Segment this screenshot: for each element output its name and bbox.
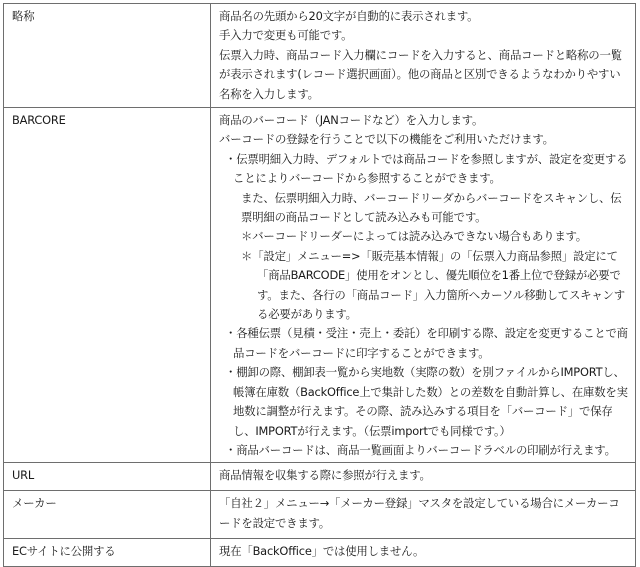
description-line: 手入力で変更も可能です。 xyxy=(219,28,353,43)
field-description xyxy=(211,491,636,539)
table-row xyxy=(4,4,636,108)
field-label: 略称 xyxy=(4,4,211,108)
table-row xyxy=(4,108,636,463)
field-description xyxy=(211,463,636,491)
description-line: 伝票入力時、商品コード入力欄にコードを入力すると、商品コードと略称の一覧が表示されます(レコード選択画面）。他の商品と区別できるようなわかりやすい名称を入力します。 xyxy=(219,47,622,101)
bullet-continuation: また、伝票明細入力時、バーコードリーダからバーコードをスキャンし、伝票明細の商品コードとして読み込みも可能です。 xyxy=(241,190,622,225)
description-line: 「自社２」メニュー→「メーカー登録」マスタを設定している場合にメーカーコードを設定できます。 xyxy=(219,496,620,530)
description-line: 商品情報を収集する際に参照が行えます。 xyxy=(219,468,431,483)
field-label: BARCORE xyxy=(4,108,211,463)
field-label: ECサイトに公開する xyxy=(4,539,211,567)
table-row xyxy=(4,491,636,539)
description-line: 商品名の先頭から20文字が自動的に表示されます。 xyxy=(219,9,479,23)
field-description xyxy=(211,4,636,108)
field-label: URL xyxy=(4,463,211,491)
field-description xyxy=(211,108,636,463)
note-item: ＊バーコードリーダーによっては読み込みできない場合もあります。 xyxy=(241,229,587,244)
field-label: メーカー xyxy=(4,491,211,539)
bullet-item: ・各種伝票（見積・受注・売上・委託）を印刷する際、設定を変更することで商品コードをバーコードに印字することができます。 xyxy=(225,326,628,360)
description-line: 商品のバーコード（JANコードなど）を入力します。 xyxy=(219,113,484,127)
bullet-item: ・商品バーコードは、商品一覧画面よりバーコードラベルの印刷が行えます。 xyxy=(225,442,616,457)
note-item: ＊「設定」メニュー=>「販売基本情報」の「伝票入力商品参照」設定にて「商品BARCODE」使用をオンとし、優先順位を1番上位で登録が必要です。また、各行の「商品コード」入力箇所へカーソル移動してスキャンする必要があります。 xyxy=(241,248,625,322)
description-line: バーコードの登録を行うことで以下の機能をご利用いただけます。 xyxy=(219,132,554,147)
table-row xyxy=(4,463,636,491)
field-description xyxy=(211,539,636,567)
bullet-item: ・棚卸の際、棚卸表一覧から実地数（実際の数）を別ファイルからIMPORTし、帳簿在庫数（BackOffice上で集計した数）との差数を自動計算し、在庫数を実地数に調整が行えます。その際、読み込みする項目を「バーコード」で保存し、IMPORTが行えます。（伝票importでも同様です。） xyxy=(225,365,628,438)
bullet-item: ・伝票明細入力時、デフォルトでは商品コードを参照しますが、設定を変更することによりバーコードから参照することができます。 xyxy=(225,151,628,186)
field-description-table xyxy=(3,3,636,567)
table-row xyxy=(4,539,636,567)
description-line: 現在「BackOffice」では使用しません。 xyxy=(219,544,425,559)
